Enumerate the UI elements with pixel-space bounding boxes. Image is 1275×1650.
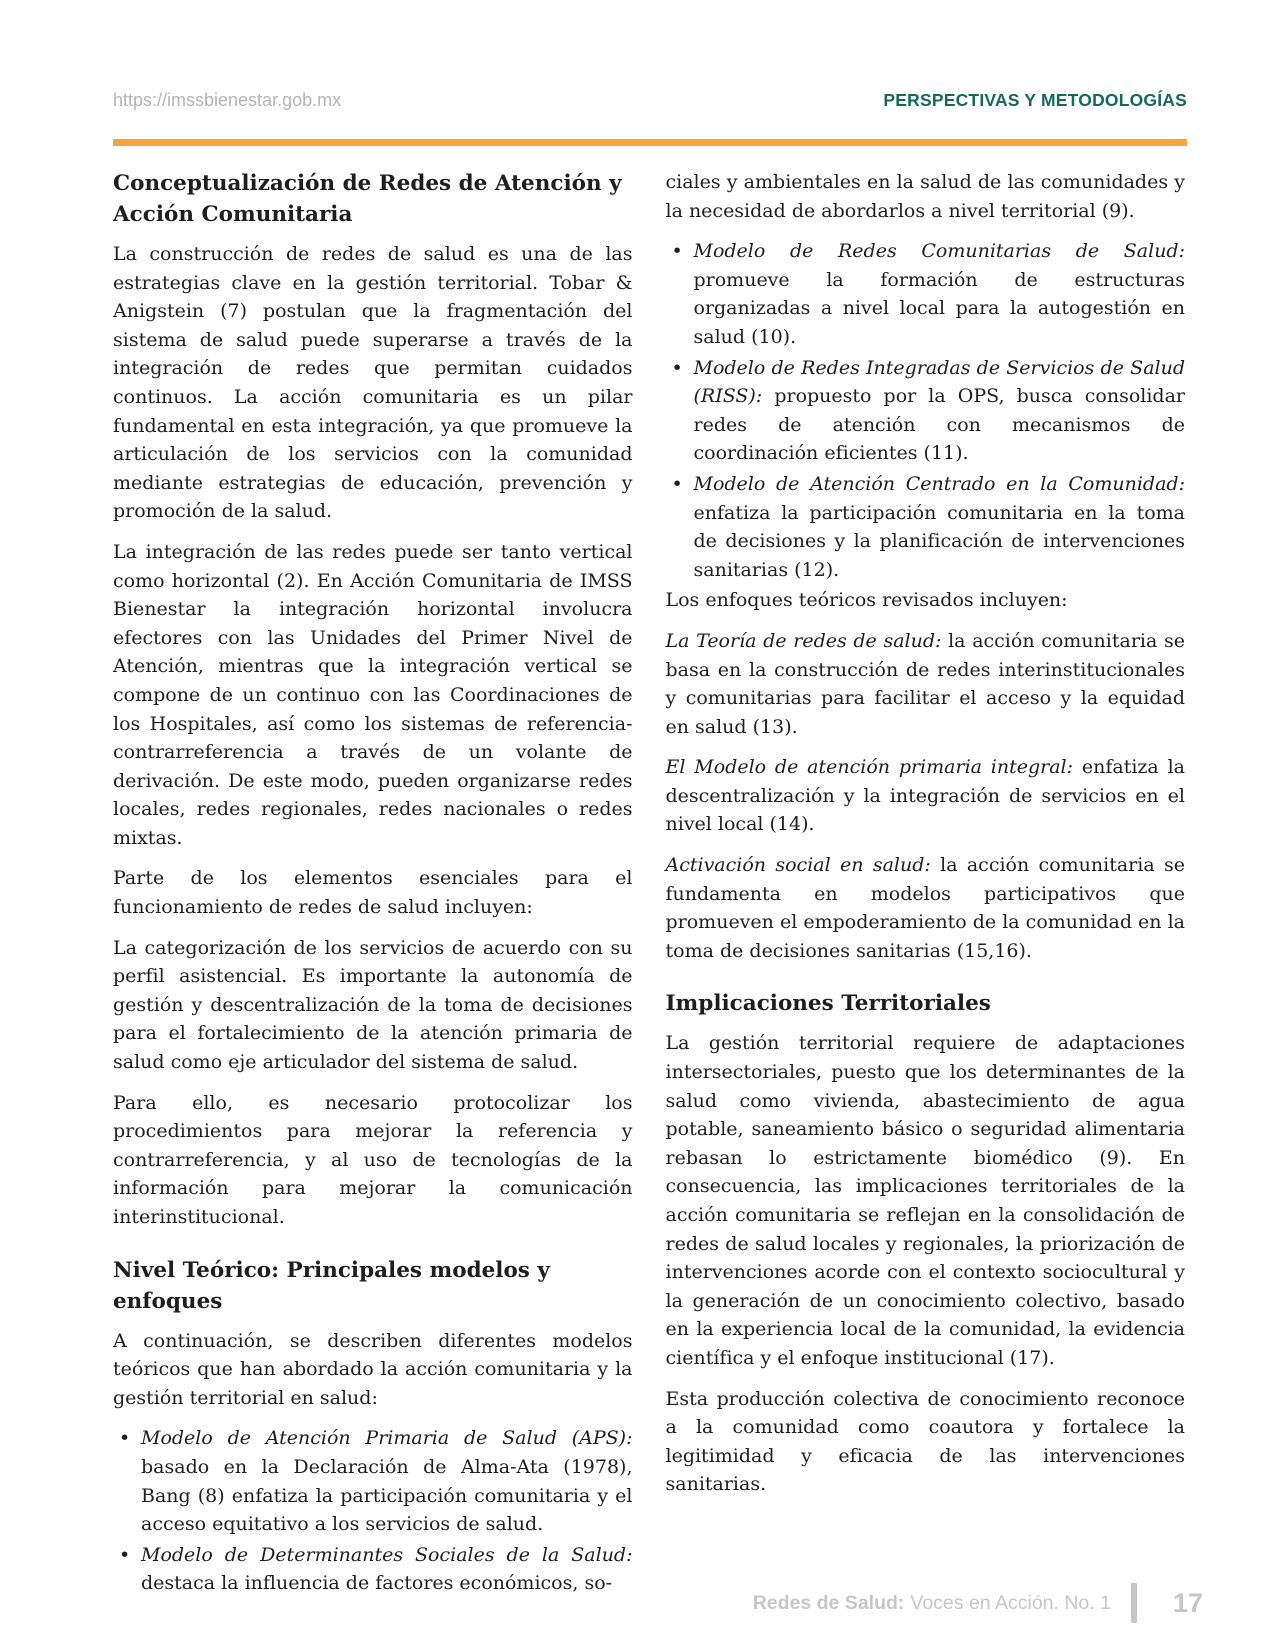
paragraph: A continuación, se describen diferentes modelos teóricos que han abordado la acción comunitaria y la gestión territorial en salud:: [113, 1329, 633, 1409]
bullet-text: Modelo de Redes Comunitarias de Salud: promueve la formación de estructuras organizadas a nivel local para la autogestión en salud (10).: [693, 240, 1185, 348]
bullet-marker: •: [671, 240, 683, 263]
model-name: Modelo de Atención Primaria de Salud (APS):: [141, 1427, 633, 1450]
continued-paragraph: ciales y ambientales en la salud de las comunidades y la necesidad de abordarlos a nivel territorial (9).: [665, 171, 1185, 222]
bullet-text: Modelo de Atención Primaria de Salud (APS): basado en la Declaración de Alma-Ata (1978), Bang (8) enfatiza la participación comunitaria y el acceso equitativo a los servicios de salud.: [141, 1427, 633, 1536]
page-header: [113, 90, 1187, 111]
bullet-item: [113, 1541, 633, 1598]
left-column: [113, 168, 633, 1600]
bullet-text: Modelo de Redes Integradas de Servicios de Salud (RISS): propuesto por la OPS, busca consolidar redes de atención con mecanismos de coordinación eficientes (11).: [693, 356, 1185, 465]
bullet-item: [666, 354, 1186, 468]
paragraph: La construcción de redes de salud es una de las estrategias clave en la gestión territorial. Tobar & Anigstein (7) postulan que la fragmentación del sistema de salud puede superarse a través de la integración de redes que permitan cuidados continuos. La acción comunitaria es un pilar fundamental en esta integración, ya que promueve la articulación de los servicios con la comunidad mediante estrategias de educación, prevención y promoción de la salud.: [113, 243, 633, 523]
journal-name: Redes de Salud:: [752, 1591, 905, 1614]
paragraph: Los enfoques teóricos revisados incluyen:: [665, 589, 1068, 612]
model-name: Modelo de Atención Centrado en la Comunidad:: [693, 472, 1185, 495]
bullet-text: Modelo de Determinantes Sociales de la Salud: destaca la influencia de factores económicos, so-: [141, 1543, 633, 1595]
paragraph: Para ello, es necesario protocolizar los procedimientos para mejorar la referencia y contrarreferencia, y al uso de tecnologías de la información para mejorar la comunicación interinstitucional.: [113, 1091, 633, 1228]
paragraph: Esta producción colectiva de conocimiento reconoce a la comunidad como coautora y fortalece la legitimidad y eficacia de las intervenciones sanitarias.: [665, 1387, 1185, 1496]
model-name: Modelo de Redes Comunitarias de Salud:: [693, 240, 1185, 263]
page-number: 17: [1172, 1587, 1203, 1618]
model-name: Modelo de Redes Integradas de Servicios de Salud (RISS):: [693, 356, 1185, 408]
paragraph: La integración de las redes puede ser tanto vertical como horizontal (2). En Acción Comunitaria de IMSS Bienestar la integración horizontal involucra efectores con las Unidades del Primer Nivel de Atención, mientras que la integración vertical se compone de un continuo con las Coordinaciones de los Hospitales, así como los sistemas de referencia-contrarreferencia a través de un volante de derivación. De este modo, pueden organizarse redes locales, redes regionales, redes nacionales o redes mixtas.: [113, 540, 633, 849]
bullet-text: Modelo de Atención Centrado en la Comunidad: enfatiza la participación comunitaria en la toma de decisiones y la planificación de intervenciones sanitarias (12).: [693, 472, 1185, 581]
model-name: Modelo de Determinantes Sociales de la Salud:: [141, 1543, 633, 1566]
paragraph: La Teoría de redes de salud: la acción comunitaria se basa en la construcción de redes interinstitucionales y comunitarias para facilitar el acceso y la equidad en salud (13).: [665, 629, 1185, 738]
bullet-item: [113, 1424, 633, 1538]
paragraph: Activación social en salud: la acción comunitaria se fundamenta en modelos participativos que promueven el empoderamiento de la comunidad en la toma de decisiones sanitarias (15,16).: [665, 854, 1185, 962]
bullet-item: [666, 470, 1186, 584]
concept-name: Activación social en salud:: [665, 854, 931, 877]
section-heading: Nivel Teórico: Principales modelos y enfoques: [113, 1257, 550, 1314]
section-heading: Implicaciones Territoriales: [665, 991, 991, 1017]
concept-name: La Teoría de redes de salud:: [665, 629, 942, 652]
header-section-label: PERSPECTIVAS Y METODOLOGÍAS: [883, 90, 1187, 110]
bullet-marker: •: [671, 356, 683, 379]
header-rule: [113, 139, 1187, 146]
body-columns: [113, 168, 1185, 1600]
paragraph: La categorización de los servicios de acuerdo con su perfil asistencial. Es importante la autonomía de gestión y descentralización de la toma de decisiones para el fortalecimiento de la atención primaria de salud como eje articulador del sistema de salud.: [113, 936, 633, 1074]
footer-divider: [1131, 1583, 1137, 1623]
paragraph: El Modelo de atención primaria integral: enfatiza la descentralización y la integración de servicios en el nivel local (14).: [665, 756, 1185, 836]
bullet-marker: •: [119, 1427, 131, 1450]
bullet-marker: •: [119, 1543, 131, 1566]
bullet-marker: •: [671, 472, 683, 495]
concept-name: El Modelo de atención primaria integral:: [665, 756, 1074, 779]
bullet-item: [666, 237, 1186, 351]
paragraph: La gestión territorial requiere de adaptaciones intersectoriales, puesto que los determinantes de la salud como vivienda, abastecimiento de agua potable, saneamiento básico o seguridad alimentaria rebasan lo estrictamente biomédico (9). En consecuencia, las implicaciones territoriales de la acción comunitaria se reflejan en la consolidación de redes de salud locales y regionales, la priorización de intervenciones acorde con el contexto sociocultural y la generación de un conocimiento colectivo, basado en la experiencia local de la comunidad, la evidencia científica y el enfoque institucional (17).: [665, 1032, 1185, 1369]
page-footer: [753, 1583, 1203, 1623]
header-url: https://imssbienestar.gob.mx: [113, 90, 342, 110]
section-heading: Conceptualización de Redes de Atención y Acción Comunitaria: [113, 171, 622, 227]
right-column: [666, 168, 1186, 1600]
journal-subtitle: Voces en Acción. No. 1: [910, 1591, 1111, 1614]
paragraph: Parte de los elementos esenciales para el funcionamiento de redes de salud incluyen:: [113, 867, 633, 919]
